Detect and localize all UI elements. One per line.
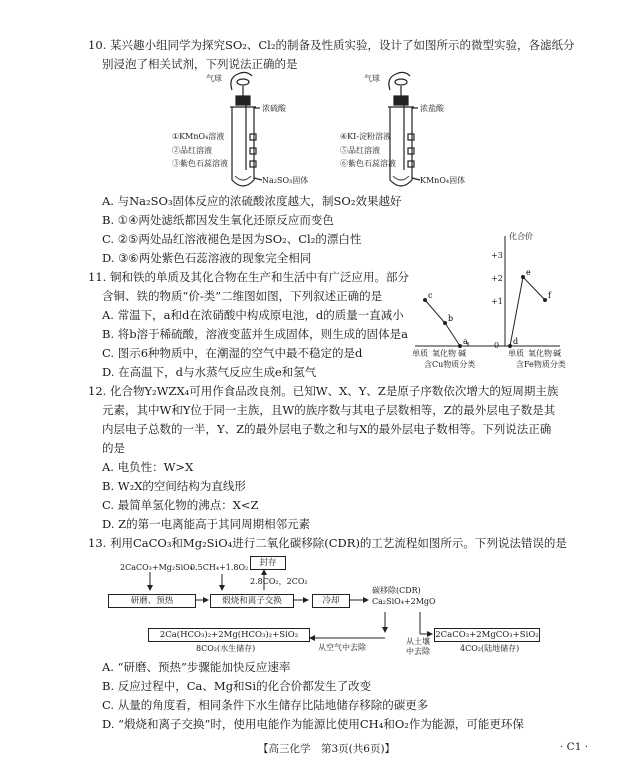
q13-stem: 13. 利用CaCO₃和Mg₂SiO₄进行二氧化碳移除(CDR)的工艺流程如图所示。下列说法错误的是: [88, 536, 567, 550]
xcaption-fe: 含Fe物质分类: [516, 360, 566, 369]
q13-option-a: A. “研磨、预热”步骤能加快反应速率: [102, 660, 291, 674]
point-label-f: f: [548, 291, 551, 300]
flow-cdr-label: 碳移除(CDR): [372, 586, 421, 595]
q11-option-a: A. 常温下，a和d在浓硝酸中构成原电池，d的质量一直减小: [102, 308, 404, 322]
tube1-acid-label: 浓硫酸: [262, 104, 286, 113]
xcat-fe-base: 碱: [553, 349, 561, 358]
point-label-c: c: [428, 291, 433, 300]
tube1-paper1-label: ①KMnO₄溶液: [172, 132, 225, 141]
point-label-e: e: [526, 268, 531, 277]
flow-ocean-storage: 8CO₂(水生储存): [196, 644, 256, 653]
q12-stem-line3: 内层电子总数的一半，Y、Z的最外层电子数之和与X的最外层电子数相等。下列说法正确: [102, 422, 552, 436]
flow-feed: 2CaCO₃+Mg₂SiO₄: [120, 563, 193, 572]
flow-step-calcination: 煅烧和离子交换: [210, 594, 294, 608]
q12-option-a: A. 电负性：W>X: [102, 460, 194, 474]
q12-option-d: D. Z的第一电离能高于其同周期相邻元素: [102, 517, 311, 531]
tube1-balloon-label: 气球: [206, 74, 222, 83]
tube1-solid-label: Na₂SO₃固体: [262, 176, 309, 185]
q11-option-b: B. 将b溶于稀硫酸，溶液变蓝并生成固体，则生成的固体是a: [102, 327, 408, 341]
q11-stem-line1: 11. 铜和铁的单质及其化合物在生产和生活中有广泛应用。部分: [88, 270, 409, 284]
tube2-solid-label: KMnO₄固体: [420, 176, 466, 185]
flow-soil-removal-2: 中去除: [406, 647, 430, 656]
q10-stem-line1: 10. 某兴趣小组同学为探究SO₂、Cl₂的制备及性质实验，设计了如图所示的微型实验，各滤纸分: [88, 38, 575, 52]
q11-option-c: C. 图示6种物质中，在潮湿的空气中最不稳定的是d: [102, 346, 363, 360]
q10-option-d: D. ③⑥两处紫色石蕊溶液的现象完全相同: [102, 251, 312, 265]
point-label-d: d: [513, 337, 519, 346]
q12-stem-line2: 元素，其中W和Y位于同一主族，且W的族序数与其电子层数相等，Z的最外层电子数是其: [102, 403, 556, 417]
tube2-acid-label: 浓盐酸: [420, 104, 444, 113]
flow-bicarbonate-box: 2Ca(HCO₃)₂+2Mg(HCO₃)₂+SiO₂: [148, 628, 310, 642]
flow-step-cooling: 冷却: [312, 594, 350, 608]
q12-stem-line1: 12. 化合物Y₂WZX₄可用作食品改良剂。已知W、X、Y、Z是原子序数依次增大的短周期主族: [88, 384, 559, 398]
flow-land-storage: 4CO₂(陆地储存): [460, 644, 520, 653]
q12-stem-line4: 的是: [102, 441, 125, 455]
page-code: · C1 ·: [560, 741, 589, 753]
q13-option-c: C. 从量的角度看，相同条件下水生储存比陆地储存移除的碳更多: [102, 698, 429, 712]
q10-option-b: B. ①④两处滤纸都因发生氧化还原反应而变色: [102, 213, 334, 227]
chart-ylabel: 化合价: [509, 232, 533, 241]
xcat-cu-element: 单质: [412, 349, 428, 358]
xcaption-cu: 含Cu物质分类: [424, 360, 476, 369]
q13-option-b: B. 反应过程中，Ca、Mg和Si的化合价都发生了改变: [102, 679, 372, 693]
xcat-cu-base: 碱: [458, 349, 466, 358]
flow-soil-removal-1: 从土壤: [406, 637, 430, 646]
flow-seal-box: 封存: [250, 556, 286, 570]
q10-stem-line2: 别浸泡了相关试剂，下列说法正确的是: [102, 57, 298, 71]
page-footer: 【高三化学 第3页(共6页)】: [258, 743, 396, 755]
tube2-paper2-label: ⑤品红溶液: [340, 146, 380, 155]
ytick-plus1: +1: [491, 297, 503, 306]
flow-air-removal: 从空气中去除: [318, 643, 366, 652]
q12-option-b: B. W₂X的空间结构为直线形: [102, 479, 246, 493]
q11-option-d: D. 在高温下，d与水蒸气反应生成e和氢气: [102, 365, 317, 379]
point-label-a: a: [463, 337, 468, 346]
q10-option-a: A. 与Na₂SO₃固体反应的浓硫酸浓度越大，制SO₂效果越好: [102, 194, 402, 208]
xcat-fe-element: 单质: [508, 349, 524, 358]
ytick-plus3: +3: [491, 251, 503, 260]
flow-gas: 2.8CO₂，2CO₂: [250, 577, 308, 586]
xcat-fe-oxide: 氧化物: [528, 349, 552, 358]
tube1-paper3-label: ③紫色石蕊溶液: [172, 159, 228, 168]
flow-step-grinding: 研磨、预热: [108, 594, 196, 608]
tube1-paper2-label: ②品红溶液: [172, 146, 212, 155]
point-label-b: b: [448, 314, 454, 323]
flow-carbonate-box: 2CaCO₃+2MgCO₃+SiO₂: [435, 630, 539, 640]
tube2-paper1-label: ④KI-淀粉溶液: [340, 132, 392, 141]
tube2-paper3-label: ⑥紫色石蕊溶液: [340, 159, 396, 168]
q12-option-c: C. 最简单氢化物的沸点：X<Z: [102, 498, 259, 512]
flow-fuel: 0.5CH₄+1.8O₂: [190, 563, 249, 572]
q10-option-c: C. ②⑤两处品红溶液褪色是因为SO₂、Cl₂的漂白性: [102, 232, 362, 246]
q13-option-d: D. “煅烧和离子交换”时，使用电能作为能源比使用CH₄和O₂作为能源，可能更环保: [102, 717, 524, 731]
tube2-balloon-label: 气球: [364, 74, 380, 83]
ytick-zero: 0: [494, 341, 500, 350]
xcat-cu-oxide: 氧化物: [432, 349, 456, 358]
q11-stem-line2: 含铜、铁的物质“价-类”二维图如图，下列叙述正确的是: [102, 289, 383, 303]
flow-product: Ca₂SiO₄+2MgO: [372, 597, 436, 606]
ytick-plus2: +2: [491, 274, 503, 283]
